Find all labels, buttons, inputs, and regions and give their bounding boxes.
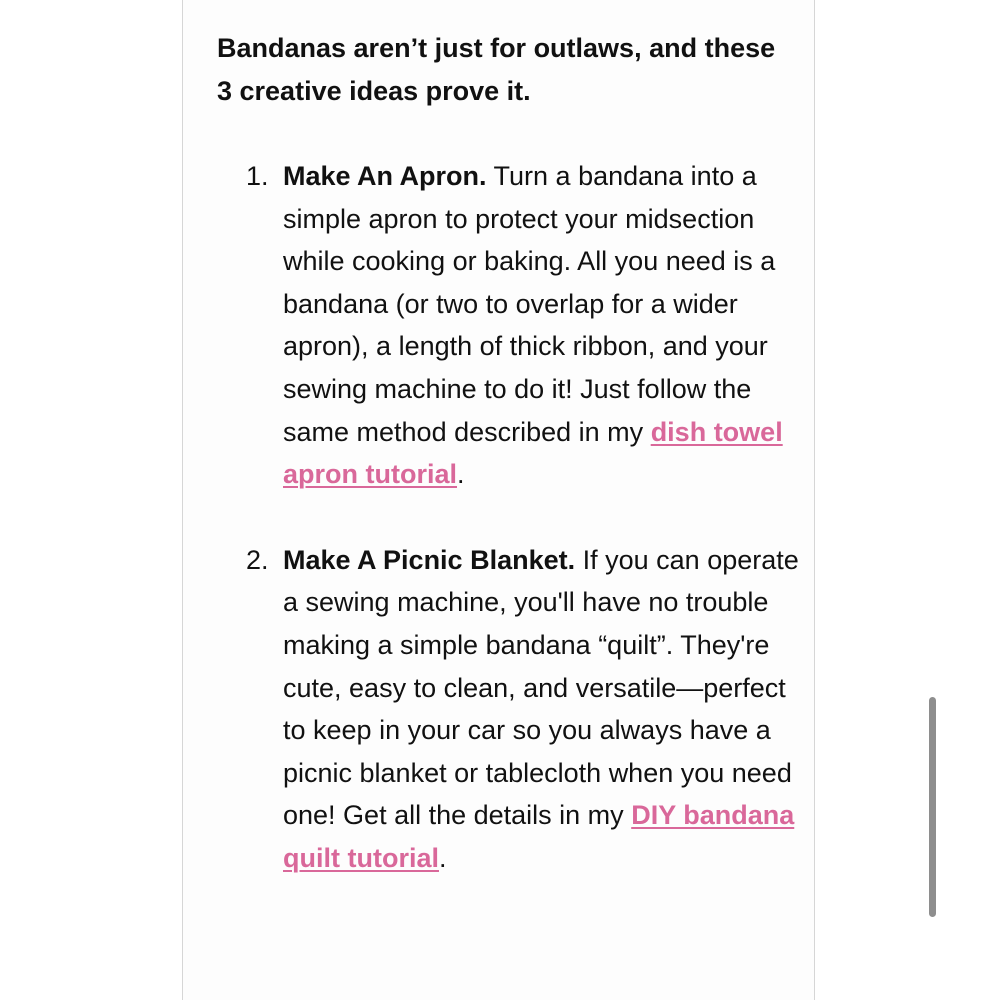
list-item-number: 2. <box>246 544 269 575</box>
list-item-body: Turn a bandana into a simple apron to protect your midsection while cooking or baking. All you need is a bandana (or two to overlap for a wider apron), a length of thick ribbon, and your sewing machine to do it! Just follow the same method described in my <box>283 161 776 447</box>
scrollbar-thumb[interactable] <box>929 697 936 917</box>
list-item-number: 1. <box>246 161 269 191</box>
list-item <box>246 539 803 880</box>
dish-towel-apron-tutorial-link[interactable]: dish towel apron tutorial <box>283 416 783 490</box>
article-intro: Bandanas aren’t just for outlaws, and these 3 creative ideas prove it. <box>217 33 776 106</box>
diy-bandana-quilt-tutorial-link[interactable]: DIY bandana quilt tutorial <box>283 800 795 873</box>
ideas-list <box>246 155 803 923</box>
list-item <box>246 155 803 496</box>
list-item-period: . <box>438 842 447 873</box>
list-item-title: Make A Picnic Blanket. <box>283 544 576 575</box>
list-item-body: If you can operate a sewing machine, you'll have no trouble making a simple bandana “quilt”. They're cute, easy to clean, and versatile—perfect to keep in your car so you always have a picnic blanket or tablecloth when you need one! Get all the details in my <box>283 544 799 831</box>
list-item-period: . <box>457 459 465 490</box>
list-item-title: Make An Apron. <box>283 161 487 191</box>
